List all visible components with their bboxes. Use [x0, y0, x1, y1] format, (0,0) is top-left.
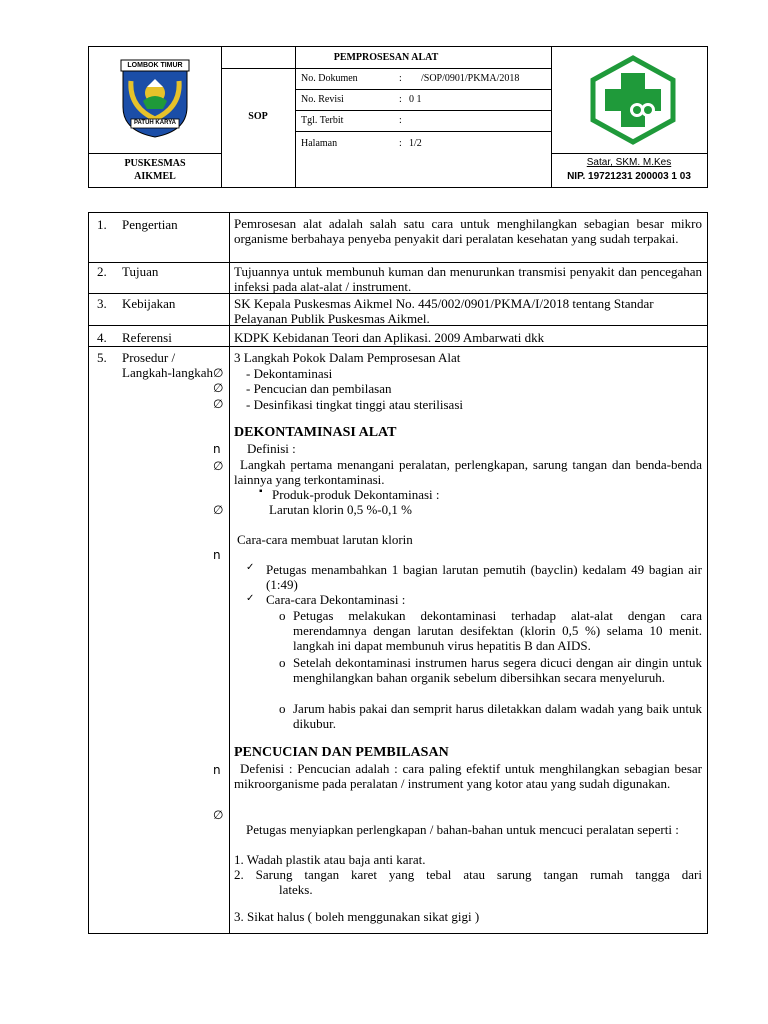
signer-nip: NIP. 19721231 200003 1 03 [567, 171, 691, 182]
row-number: 4. [97, 330, 107, 345]
logo-motto-text: PATUH KARYA [133, 120, 176, 126]
sub-item-text: Setelah dekontaminasi instrumen harus segera dicuci dengan air dingin untuk menghilangkan bahan organik sebelum dibersihkan secara menyeluruh. [293, 655, 702, 685]
field-no-revisi-label: No. Revisi [301, 94, 344, 105]
n-symbol: n [213, 763, 221, 777]
dekon-definition-label: Definisi : [247, 441, 296, 456]
circle-bullet-icon: o [279, 701, 286, 716]
divider [89, 262, 707, 263]
field-separator: : [399, 138, 402, 149]
product-title: Produk-produk Dekontaminasi : [272, 487, 440, 502]
divider [295, 131, 551, 132]
circle-bullet-icon: o [279, 608, 286, 623]
row-number: 1. [97, 217, 107, 232]
field-no-revisi-value: 0 1 [409, 94, 422, 105]
dekontaminasi-heading: DEKONTAMINASI ALAT [234, 425, 397, 440]
signer-name: Satar, SKM. M.Kes [586, 157, 672, 168]
org-line-1: PUSKESMAS [124, 158, 186, 169]
field-tgl-terbit-label: Tgl. Terbit [301, 115, 344, 126]
check-item-text: Cara-cara Dekontaminasi : [266, 592, 406, 607]
empty-set-symbol: ∅ [213, 808, 224, 822]
howto-text: Cara-cara membuat larutan klorin [237, 532, 413, 547]
list-item: 2. Sarung tangan karet yang tebal atau sarung tangan rumah tangga dari [234, 867, 702, 882]
divider [89, 153, 221, 154]
row-label-prosedur: Prosedur / [122, 350, 176, 365]
procedure-step: - Dekontaminasi [246, 366, 333, 381]
divider [229, 213, 230, 933]
list-item: lateks. [279, 882, 313, 897]
referensi-text: KDPK Kebidanan Teori dan Aplikasi. 2009 Ambarwati dkk [234, 330, 545, 345]
procedure-step: - Desinfikasi tingkat tinggi atau sterilisasi [246, 397, 463, 412]
empty-set-symbol: ∅ [213, 397, 224, 411]
n-symbol: n [213, 548, 221, 562]
puskesmas-logo [585, 55, 681, 145]
pencucian-definition-text: Defenisi : Pencucian adalah : cara paling efektif untuk menghilangkan sebagian besar mikroorganisme pada peralatan / instrument yang kotor atau yang sudah digunakan. [234, 761, 702, 791]
organization-name [89, 157, 221, 183]
field-separator: : [399, 115, 402, 126]
list-item: 3. Sikat halus ( boleh menggunakan sikat gigi ) [234, 909, 480, 924]
logo-banner-text: LOMBOK TIMUR [127, 62, 183, 69]
pencucian-prep-text: Petugas menyiapkan perlengkapan / bahan-bahan untuk mencuci peralatan seperti : [246, 822, 679, 837]
procedure-step: - Pencucian dan pembilasan [246, 381, 392, 396]
tujuan-text: Tujuannya untuk membunuh kuman dan menurunkan transmisi penyakit dan pencegahan infeksi pada alat-alat / instrument. [234, 264, 702, 294]
row-label-referensi: Referensi [122, 330, 172, 345]
dekon-definition-text: Langkah pertama menangani peralatan, perlengkapan, sarung tangan dan benda-benda lainnya yang terkontaminasi. [234, 457, 702, 487]
field-no-dokumen-value: /SOP/0901/PKMA/2018 [421, 73, 520, 84]
check-icon: ✓ [246, 562, 255, 573]
empty-set-symbol: ∅ [213, 366, 224, 380]
field-separator: : [399, 73, 402, 84]
kebijakan-text: SK Kepala Puskesmas Aikmel No. 445/002/0901/PKMA/I/2018 tentang Standar Pelayanan Publik Puskesmas Aikmel. [234, 296, 654, 326]
n-symbol: n [213, 442, 221, 456]
header-table [88, 46, 708, 188]
org-line-2: AIKMEL [134, 171, 176, 182]
row-label-langkah: Langkah-langkah [122, 365, 213, 380]
row-label-tujuan: Tujuan [122, 264, 159, 279]
row-label-pengertian: Pengertian [122, 217, 178, 232]
divider [295, 89, 551, 90]
list-item: 1. Wadah plastik atau baja anti karat. [234, 852, 426, 867]
pengertian-text: Pemrosesan alat adalah salah satu cara untuk menghilangkan sebagian besar mikro organisme berbahaya penyeba penyakit dari peralatan kesehatan yang sudah terpakai. [234, 216, 702, 246]
divider [551, 153, 707, 154]
procedure-intro: 3 Langkah Pokok Dalam Pemprosesan Alat [234, 350, 461, 365]
document-title: PEMPROSESAN ALAT [333, 52, 439, 63]
row-number: 5. [97, 350, 107, 365]
field-halaman-value: 1/2 [409, 138, 422, 149]
empty-set-symbol: ∅ [213, 381, 224, 395]
divider [89, 346, 707, 347]
field-separator: : [399, 94, 402, 105]
row-label-kebijakan: Kebijakan [122, 296, 176, 311]
divider [295, 110, 551, 111]
check-item-text: Petugas menambahkan 1 bagian larutan pemutih (bayclin) kedalam 49 bagian air (1:49) [266, 562, 702, 592]
square-bullet-icon: ▪ [259, 486, 263, 497]
product-value: Larutan klorin 0,5 %-0,1 % [269, 502, 412, 517]
pencucian-heading: PENCUCIAN DAN PEMBILASAN [234, 745, 449, 760]
sop-label: SOP [248, 111, 268, 122]
empty-set-symbol: ∅ [213, 459, 224, 473]
row-number: 2. [97, 264, 107, 279]
divider [221, 68, 551, 69]
empty-set-symbol: ∅ [213, 503, 224, 517]
sub-item-text: Jarum habis pakai dan semprit harus diletakkan dalam wadah yang baik untuk dikubur. [293, 701, 702, 731]
lombok-timur-logo [117, 57, 193, 139]
circle-bullet-icon: o [279, 655, 286, 670]
sub-item-text: Petugas melakukan dekontaminasi terhadap alat-alat dengan cara merendamnya dengan larutan desifektan (klorin 0,5 %) selama 10 menit. langkah ini dapat membunuh virus hepatitis B dan AIDS. [293, 608, 702, 653]
field-no-dokumen-label: No. Dokumen [301, 73, 358, 84]
content-table [88, 212, 708, 934]
row-number: 3. [97, 296, 107, 311]
check-icon: ✓ [246, 593, 255, 604]
field-halaman-label: Halaman [301, 138, 338, 149]
